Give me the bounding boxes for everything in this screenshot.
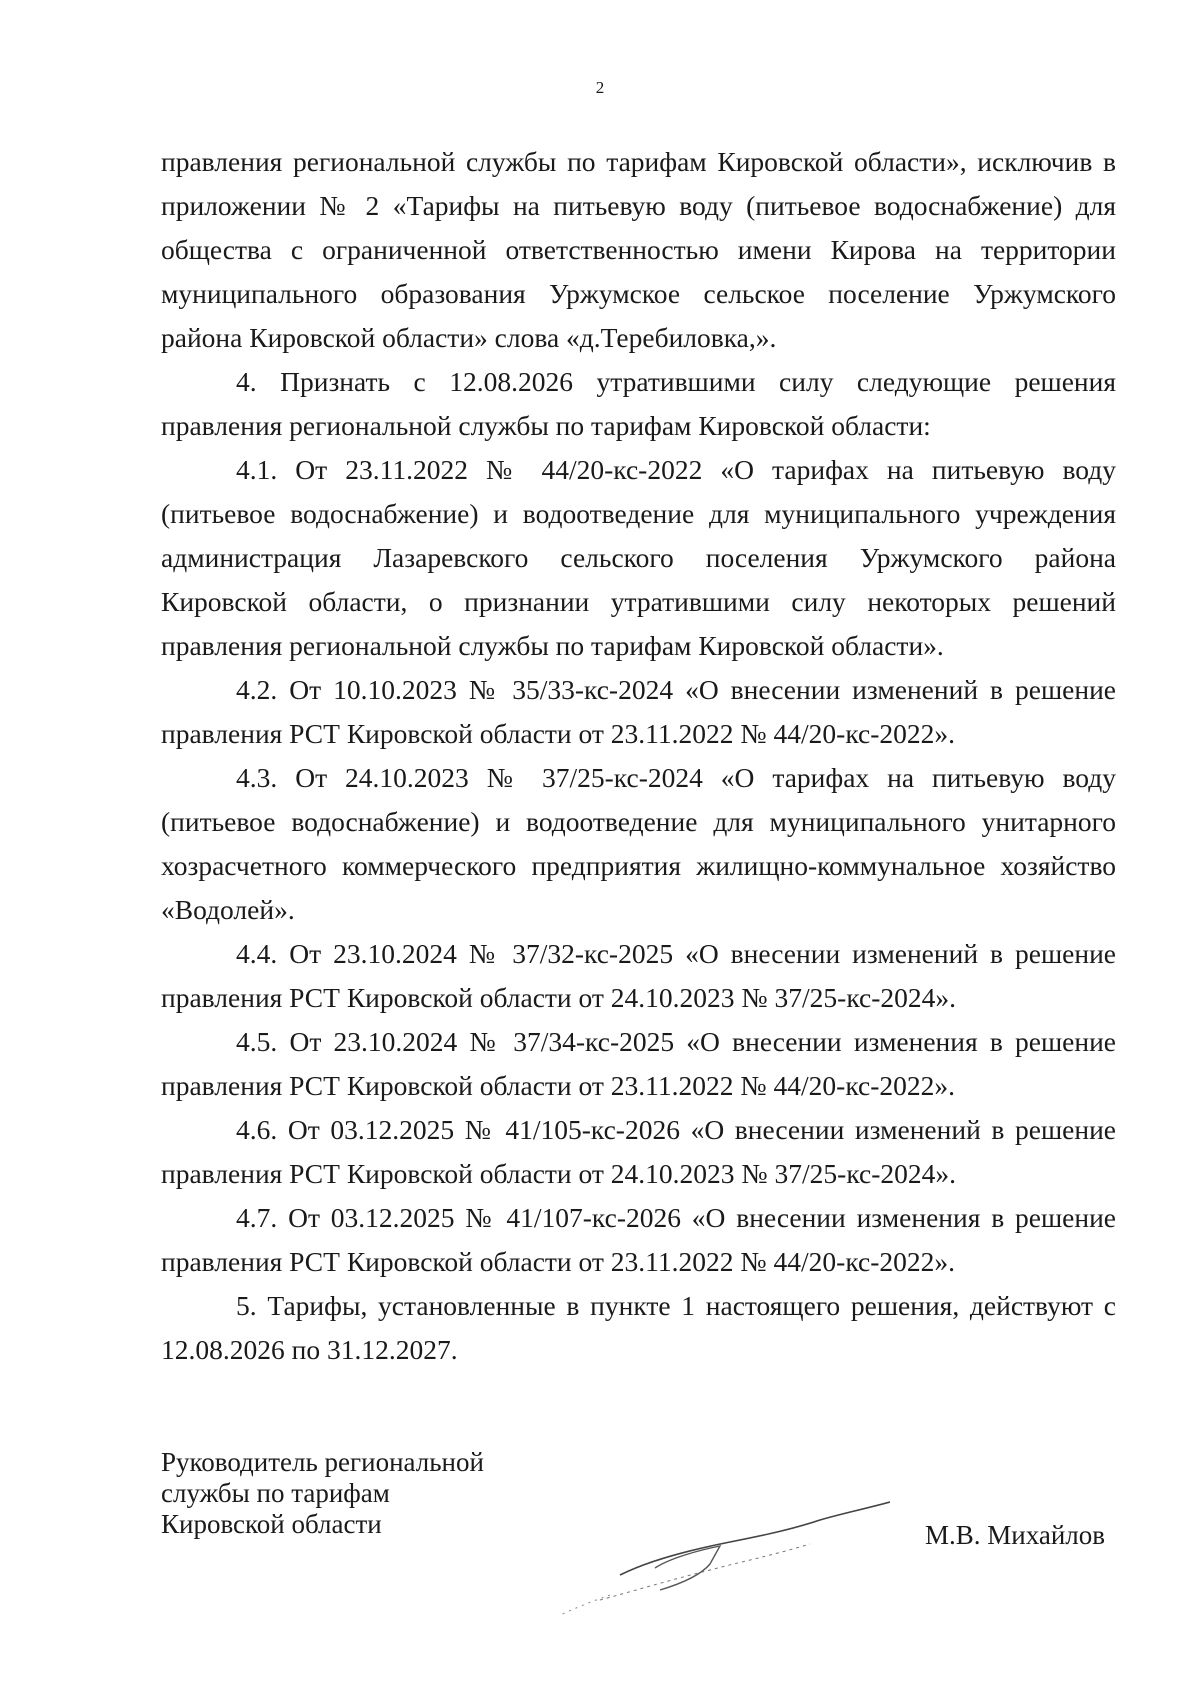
document-body <box>161 140 1116 1372</box>
page-number: 2 <box>595 78 605 97</box>
paragraph-item-4-1: 4.1. От 23.11.2022 № 44/20-кс-2022 «О тарифах на питьевую воду (питьевое водоснабжение) и водоотведение для муниципального учреждения администрация Лазаревского сельского поселения Уржумского района Кировской области, о признании утратившими силу некоторых решений правления региональной службы по тарифам Кировской области». <box>161 454 1116 661</box>
paragraph-item-4-3: 4.3. От 24.10.2023 № 37/25-кс-2024 «О тарифах на питьевую воду (питьевое водоснабжение) и водоотведение для муниципального унитарного хозрасчетного коммерческого предприятия жилищно-коммунальное хозяйство «Водолей». <box>161 762 1116 925</box>
signer-position-line: Руководитель региональной <box>161 1447 484 1477</box>
paragraph-item-4-2: 4.2. От 10.10.2023 № 35/33-кс-2024 «О внесении изменений в решение правления РСТ Кировской области от 23.11.2022 № 44/20-кс-2022». <box>161 674 1116 749</box>
handwritten-signature <box>560 1480 900 1630</box>
signature-block <box>161 1447 484 1540</box>
paragraph-item-4-4: 4.4. От 23.10.2024 № 37/32-кс-2025 «О внесении изменений в решение правления РСТ Кировской области от 24.10.2023 № 37/25-кс-2024». <box>161 938 1116 1013</box>
paragraph-item-4: 4. Признать с 12.08.2026 утратившими силу следующие решения правления региональной службы по тарифам Кировской области: <box>161 366 1116 441</box>
paragraph-item-4-5: 4.5. От 23.10.2024 № 37/34-кс-2025 «О внесении изменения в решение правления РСТ Кировской области от 23.11.2022 № 44/20-кс-2022». <box>161 1026 1116 1101</box>
paragraph-item-4-6: 4.6. От 03.12.2025 № 41/105-кс-2026 «О внесении изменений в решение правления РСТ Кировской области от 24.10.2023 № 37/25-кс-2024». <box>161 1114 1116 1189</box>
paragraph-item-5: 5. Тарифы, установленные в пункте 1 настоящего решения, действуют с 12.08.2026 по 31.12.2027. <box>161 1290 1116 1365</box>
signer-position-line: Кировской области <box>161 1509 382 1539</box>
signer-name: М.В. Михайлов <box>925 1520 1106 1550</box>
paragraph-item-4-7: 4.7. От 03.12.2025 № 41/107-кс-2026 «О внесении изменения в решение правления РСТ Кировской области от 23.11.2022 № 44/20-кс-2022». <box>161 1202 1116 1277</box>
paragraph-continuation: правления региональной службы по тарифам Кировской области», исключив в приложении № 2 «Тарифы на питьевую воду (питьевое водоснабжение) для общества с ограниченной ответственностью имени Кирова на территории муниципального образования Уржумское сельское поселение Уржумского района Кировской области» слова «д.Теребиловка,». <box>161 146 1116 353</box>
signer-position-line: службы по тарифам <box>161 1478 390 1508</box>
